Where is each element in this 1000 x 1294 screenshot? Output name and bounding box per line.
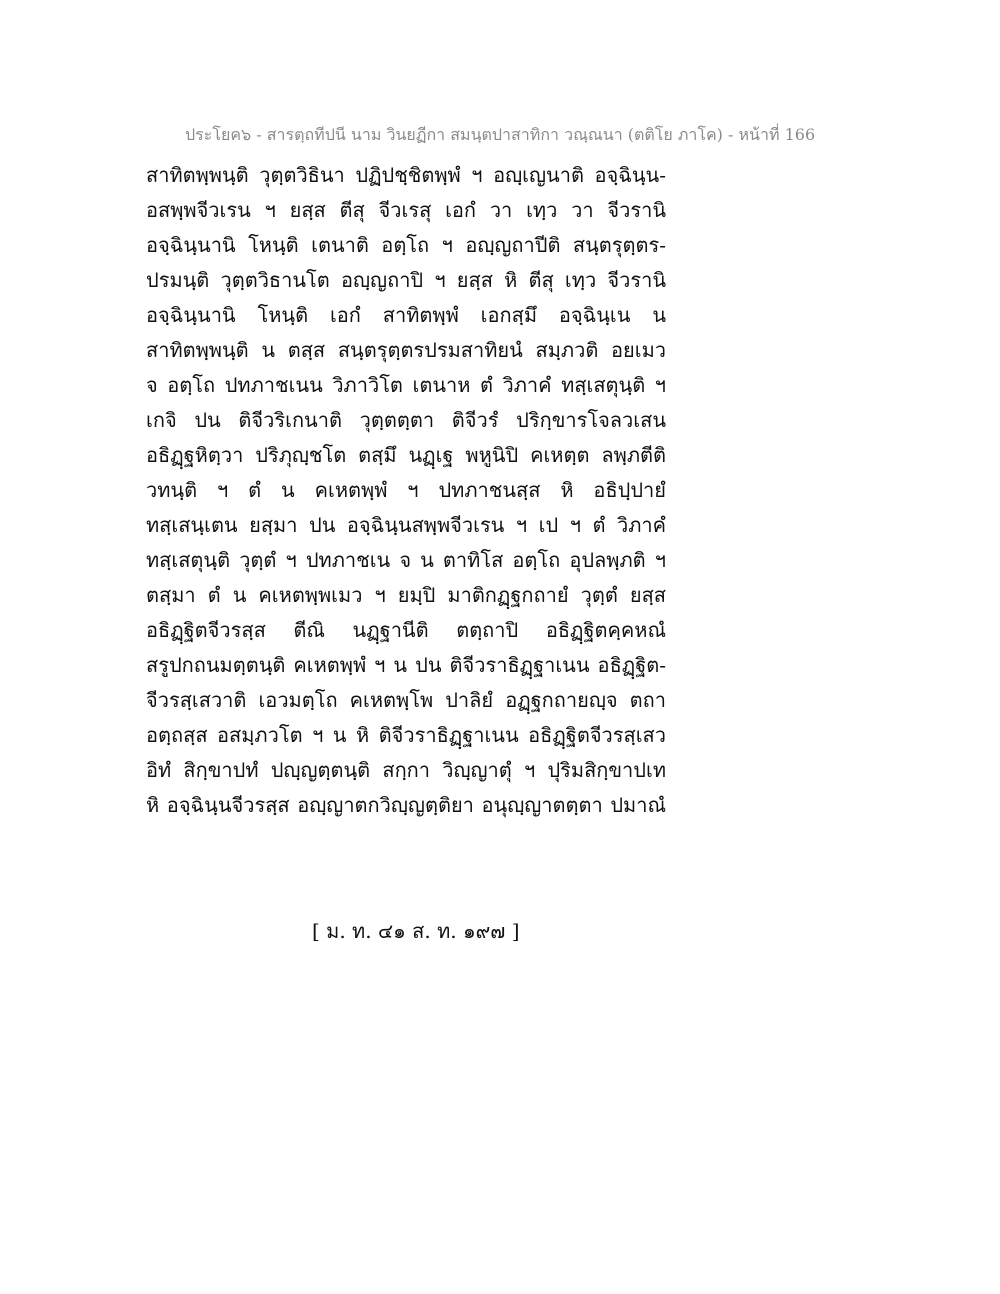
text-line: วทนฺติ ฯ ตํ น คเหตพฺพํ ฯ ปทภาชนสฺส หิ อธิปฺปายํ	[146, 478, 666, 502]
text-line: อิทํ สิกฺขาปทํ ปญฺญตฺตนฺติ สกฺกา วิญฺญาตุํ ฯ ปุริมสิกฺขาปเท	[146, 758, 666, 782]
text-line: อจฺฉินฺนานิ โหนฺติ เตนาติ อตฺโถ ฯ อญฺญถาปีติ สนฺตรุตฺตร-	[146, 233, 666, 257]
text-line: ตสฺมา ตํ น คเหตพฺพเมว ฯ ยมฺปิ มาติกฏฺฐกถายํ วุตฺตํ ยสฺส	[146, 583, 666, 607]
text-line: จีวรสฺเสวาติ เอวมตฺโถ คเหตพฺโพ ปาลิยํ อฏฺฐกถายญฺจ ตถา	[146, 688, 666, 712]
text-line: อตฺถสฺส อสมฺภวโต ฯ น หิ ติจีวราธิฏฺฐาเนน อธิฏฺฐิตจีวรสฺเสว	[146, 723, 666, 747]
text-line: สาทิตพฺพนฺติ น ตสฺส สนฺตรุตฺตรปรมสาทิยนํ สมฺภวติ อยเมว	[146, 338, 666, 362]
text-line: ปรมนฺติ วุตฺตวิธานโต อญฺญถาปิ ฯ ยสฺส หิ ตีสุ เทฺว จีวรานิ	[146, 268, 666, 292]
text-line: อธิฏฺฐหิตฺวา ปริภุญฺชโต ตสฺมึ นฏฺเฐ พหูนิปิ คเหตฺต ลพฺภตีติ	[146, 443, 666, 467]
page-reference: [ ม. ท. ๔๑ ส. ท. ๑๙๗ ]	[312, 919, 520, 943]
text-line: อธิฏฺฐิตจีวรสฺส ตีณิ นฏฺฐานีติ ตตฺถาปิ อธิฏฺฐิตคฺคหณํ	[146, 618, 666, 642]
text-line: อจฺฉินฺนานิ โหนฺติ เอกํ สาทิตพฺพํ เอกสฺมึ อจฺฉินฺเน น	[146, 303, 666, 327]
text-line: สรูปกถนมตฺตนฺติ คเหตพฺพํ ฯ น ปน ติจีวราธิฏฺฐาเนน อธิฏฺฐิต-	[146, 653, 666, 677]
text-line: อสพฺพจีวเรน ฯ ยสฺส ตีสุ จีวเรสุ เอกํ วา เทฺว วา จีวรานิ	[146, 198, 666, 222]
body-text	[146, 158, 666, 823]
text-line: ทสฺเสตุนฺติ วุตฺตํ ฯ ปทภาชเน จ น ตาทิโส อตฺโถ อุปลพฺภติ ฯ	[146, 548, 666, 572]
text-line: จ อตฺโถ ปทภาชเนน วิภาวิโต เตนาห ตํ วิภาคํ ทสฺเสตุนฺติ ฯ	[146, 373, 666, 397]
page-header: ประโยค๖ - สารตฺถทีปนี นาม วินยฏีกา สมนฺตปาสาทิกา วณฺณนา (ตติโย ภาโค) - หน้าที่ 166	[185, 125, 816, 144]
text-line: เกจิ ปน ติจีวริเกนาติ วุตฺตตฺตา ติจีวรํ ปริกฺขารโจลวเสน	[146, 408, 666, 432]
text-line: สาทิตพฺพนฺติ วุตฺตวิธินา ปฏิปชฺชิตพฺพํ ฯ อญฺเญนาติ อจฺฉินฺน-	[146, 163, 666, 187]
text-line: หิ อจฺฉินฺนจีวรสฺส อญฺญาตกวิญฺญตฺติยา อนุญฺญาตตฺตา ปมาณํ	[146, 793, 666, 817]
text-line: ทสฺเสนฺเตน ยสฺมา ปน อจฺฉินฺนสพฺพจีวเรน ฯ เป ฯ ตํ วิภาคํ	[146, 513, 666, 537]
